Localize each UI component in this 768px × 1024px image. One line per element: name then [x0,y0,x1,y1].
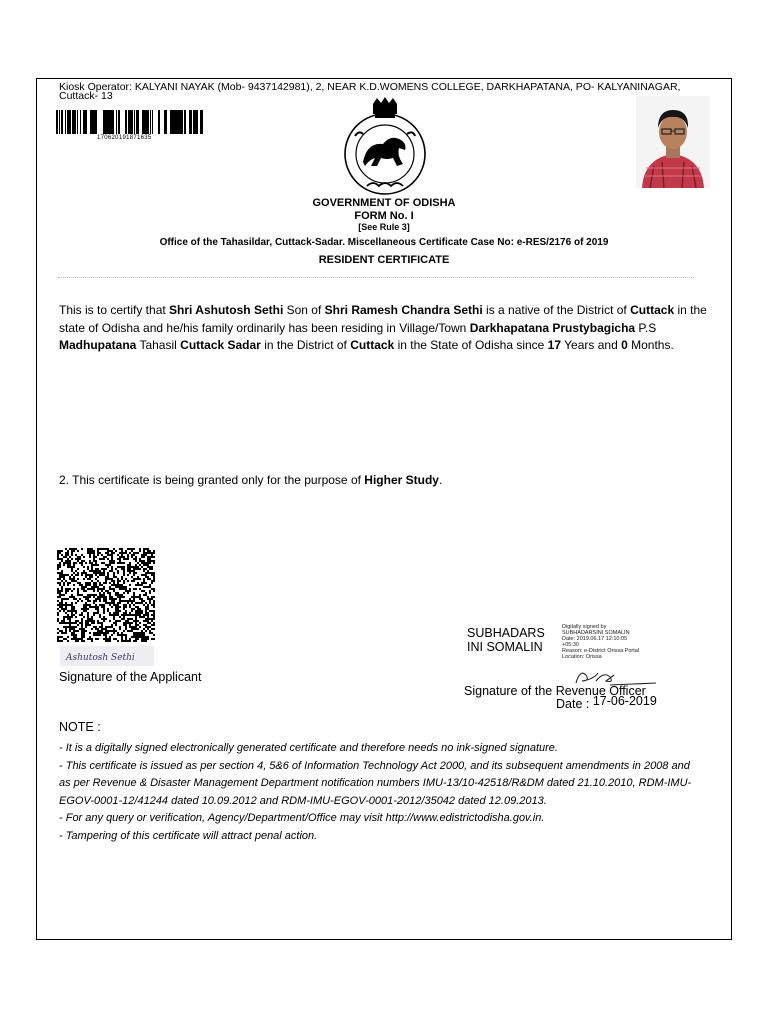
kiosk-line-2: Cuttack- 13 [59,90,113,102]
odisha-emblem-logo [333,94,437,198]
government-heading: GOVERNMENT OF ODISHA [312,197,456,209]
digital-signature-details [562,624,672,660]
police-station: Madhupatana [59,338,137,352]
purpose-statement: 2. This certificate is being granted only for the purpose of Higher Study. [59,473,443,487]
digital-signature-line: Date: 2019.06.17 12:10:05 [562,636,628,642]
barcode-number: 170620191871635 [97,135,152,141]
digital-signature-line: +05:30 [562,642,579,648]
applicant-photo [636,96,710,188]
applicant-signature-text: Ashutosh Sethi [66,653,135,663]
district-name-2: Cuttack [350,338,395,352]
signer-name-line-2: INI SOMALIN [467,640,543,654]
years-value: 17 [547,338,562,352]
note-item: - For any query or verification, Agency/Department/Office may visit http://www.edistrictodisha.gov.in. [59,812,545,824]
village-name: Darkhapatana Prustybagicha [469,320,636,335]
issue-date [556,694,657,711]
father-name: Shri Ramesh Chandra Sethi [324,303,483,317]
divider [58,277,694,278]
kiosk-line-1: Kiosk Operator: KALYANI NAYAK (Mob- 9437142981), 2, NEAR K.D.WOMENS COLLEGE, DARKHAPATANA, PO- KALYANINAGAR, [59,81,681,93]
form-number: FORM No. I [354,210,414,222]
date-label: Date : [556,697,593,711]
digital-signature-line: SUBHADARSINI SOMALIN [562,630,630,636]
digital-signature-line: Location: Orissa [562,654,602,660]
signer-name [467,626,557,654]
certificate-statement: This is to certify that Shri Ashutosh Sethi Son of Shri Ramesh Chandra Sethi is a native of the District of Cuttack in the state of Odisha and he/his family ordinarily has been residing in Village/Town Darkhapatana Prustybagicha P.S Madhupatana Tahasil Cuttack Sadar in the District of Cuttack in the State of Odisha since 17 Years and 0 Months. [59,303,707,352]
tahasil-name: Cuttack Sadar [180,338,261,352]
note-item: - This certificate is issued as per section 4, 5&6 of Information Technology Act 2000, and its subsequent amendments in 2008 and as per Revenue & Disaster Management Department notification numbers IMU-13/10-42518/R&DM dated 21.10.2010, RDM-IMU-EGOV-0001-12/41244 dated 10.09.2012 and RDM-IMU-EGOV-0001-2012/35042 dated 12.09.2013. [59,759,692,807]
note-item: - It is a digitally signed electronically generated certificate and therefore needs no ink-signed signature. [59,742,558,754]
applicant-signature-label: Signature of the Applicant [59,670,202,684]
notes-list [59,740,699,845]
note-item: - Tampering of this certificate will attract penal action. [59,829,318,842]
barcode [55,110,203,134]
purpose-value: Higher Study [364,473,439,487]
district-name: Cuttack [630,303,675,317]
see-rule: [See Rule 3] [358,222,410,232]
signer-name-line-1: SUBHADARS [467,626,545,640]
digital-signature-line: Digitally signed by [562,624,607,630]
digital-signature-line: Reason: e-District Orissa Portal [562,648,640,654]
applicant-name: Shri Ashutosh Sethi [169,303,284,317]
certificate-title: RESIDENT CERTIFICATE [318,254,450,266]
applicant-signature-image [60,646,154,666]
note-heading: NOTE : [59,720,101,734]
revenue-officer-label: Signature of the Revenue Officer [464,684,646,698]
months-value: 0 [621,338,628,352]
office-case-number: Office of the Tahasildar, Cuttack-Sadar. Miscellaneous Certificate Case No: e-RES/2176 of 2019 [159,237,609,248]
qr-code [57,548,155,642]
date-value: 17-06-2019 [592,694,657,708]
